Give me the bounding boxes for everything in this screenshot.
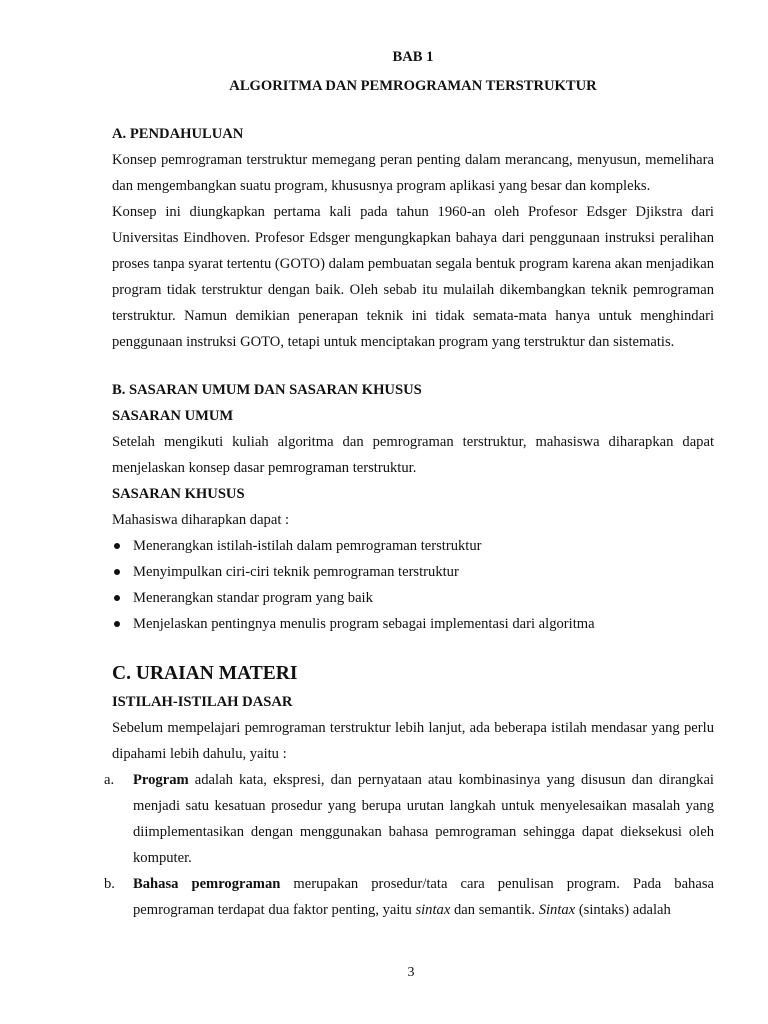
bullet-icon (114, 621, 120, 627)
term-programming-language: Bahasa pemrograman (133, 876, 281, 892)
specific-objective-intro: Mahasiswa diharapkan dapat : (112, 512, 290, 528)
list-item (104, 871, 714, 923)
term-definition-part-1: merupakan prosedur/tata cara penulisan program. Pada bahasa pemrograman terdapat dua faktor penting, yaitu (133, 876, 714, 918)
chapter-title: ALGORITMA DAN PEMROGRAMAN TERSTRUKTUR (229, 78, 597, 94)
list-marker: a. (104, 772, 115, 788)
term-sintax-italic-2: Sintax (538, 902, 576, 918)
basic-terms-heading: ISTILAH-ISTILAH DASAR (112, 694, 293, 710)
list-item-text: Menerangkan istilah-istilah dalam pemrograman terstruktur (133, 538, 482, 554)
section-a-paragraph-1: Konsep pemrograman terstruktur memegang peran penting dalam merancang, menyusun, memelihara dan mengembangkan suatu program, khususnya program aplikasi yang besar dan kompleks. (112, 152, 714, 194)
term-definition: adalah kata, ekspresi, dan pernyataan atau kombinasinya yang disusun dan dirangkai menjadi satu kesatuan prosedur yang berupa urutan langkah untuk menyelesaikan masalah yang diimplementasikan dengan menggunakan bahasa pemrograman sehingga dapat dieksekusi oleh komputer. (133, 772, 714, 866)
list-item (112, 533, 714, 559)
section-c-heading: C. URAIAN MATERI (112, 663, 298, 684)
section-a-heading: A. PENDAHULUAN (112, 126, 244, 142)
general-objective-text: Setelah mengikuti kuliah algoritma dan pemrograman terstruktur, mahasiswa diharapkan dapat menjelaskan konsep dasar pemrograman terstruktur. (112, 434, 714, 476)
list-item (104, 767, 714, 871)
term-sintax-italic: sintax (415, 902, 451, 918)
list-item-text: Menyimpulkan ciri-ciri teknik pemrograman terstruktur (133, 564, 459, 580)
bullet-icon (114, 595, 120, 601)
chapter-number: BAB 1 (392, 49, 434, 65)
section-b-heading: B. SASARAN UMUM DAN SASARAN KHUSUS (112, 382, 422, 398)
terms-list (104, 767, 714, 923)
page-number: 3 (407, 965, 415, 980)
list-item-text: Menjelaskan pentingnya menulis program sebagai implementasi dari algoritma (133, 616, 595, 632)
term-program: Program (133, 772, 189, 788)
bullet-icon (114, 543, 120, 549)
specific-objective-list (112, 533, 714, 637)
bullet-icon (114, 569, 120, 575)
term-definition-part-3: (sintaks) adalah (575, 902, 671, 918)
list-marker: b. (104, 876, 115, 892)
list-item (112, 585, 714, 611)
general-objective-heading: SASARAN UMUM (112, 408, 234, 424)
term-definition-part-2: dan semantik. (450, 902, 539, 918)
specific-objective-heading: SASARAN KHUSUS (112, 486, 245, 502)
document-page (104, 44, 714, 923)
section-a-paragraph-2: Konsep ini diungkapkan pertama kali pada tahun 1960-an oleh Profesor Edsger Djikstra dari Universitas Eindhoven. Profesor Edsger mengungkapkan bahaya dari penggunaan instruksi peralihan proses tanpa syarat tertentu (GOTO) dalam pembuatan segala bentuk program karena akan menjadikan program tidak terstruktur dengan baik. Oleh sebab itu mulailah dikembangkan teknik pemrograman terstruktur. Namun demikian penerapan teknik ini tidak semata-mata hanya untuk menghindari penggunaan instruksi GOTO, tetapi untuk menciptakan program yang terstruktur dan sistematis. (112, 204, 714, 350)
list-item (112, 611, 714, 637)
basic-terms-intro: Sebelum mempelajari pemrograman terstruktur lebih lanjut, ada beberapa istilah mendasar yang perlu dipahami lebih dahulu, yaitu : (112, 720, 714, 762)
list-item (112, 559, 714, 585)
list-item-text: Menerangkan standar program yang baik (133, 590, 373, 606)
